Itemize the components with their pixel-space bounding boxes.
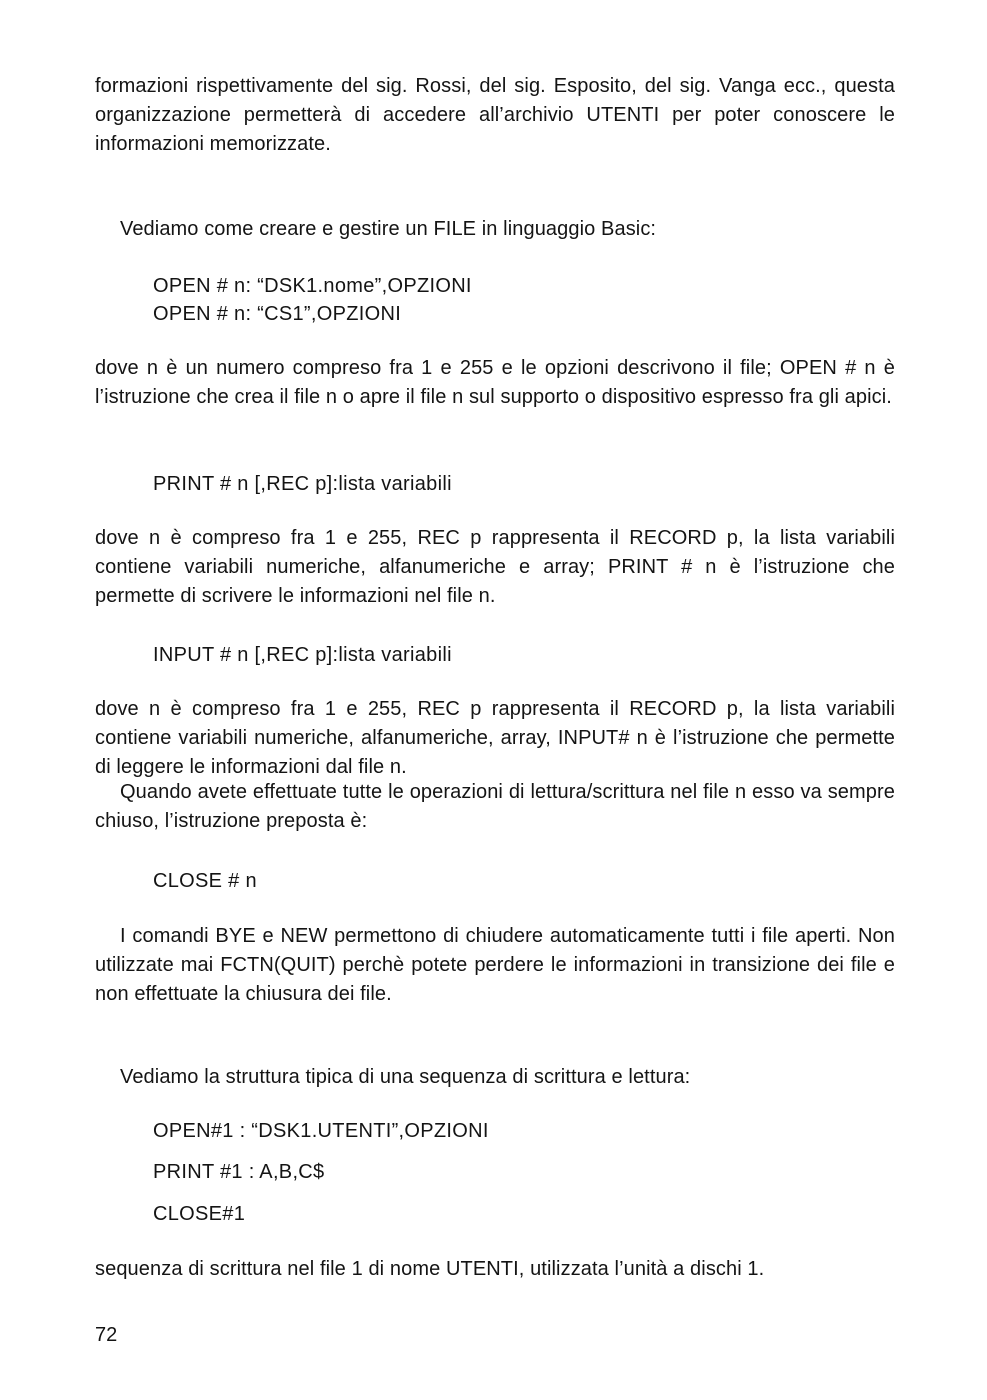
- paragraph-open-explanation: dove n è un numero compreso fra 1 e 255 e le opzioni descrivono il file; OPEN # n è l’istruzione che crea il file n o apre il file n sul supporto o dispositivo espresso fra gli apici.: [95, 357, 895, 408]
- paragraph-bye-new: I comandi BYE e NEW permettono di chiudere automaticamente tutti i file aperti. Non utilizzate mai FCTN(QUIT) perchè potete perdere le informazioni in transizione dei file e non effettuate la chiusura dei file.: [95, 925, 895, 1005]
- paragraph-file-intro: Vediamo come creare e gestire un FILE in linguaggio Basic:: [120, 218, 657, 240]
- paragraph-print-explanation: dove n è compreso fra 1 e 255, REC p rappresenta il RECORD p, la lista variabili contiene variabili numeriche, alfanumeriche e array; PRINT # n è l’istruzione che permette di scrivere le informazioni nel file n.: [95, 527, 895, 607]
- code-example-close: CLOSE#1: [153, 1203, 246, 1225]
- code-input-syntax: INPUT # n [,REC p]:lista variabili: [153, 644, 452, 666]
- paragraph-archive-access: formazioni rispettivamente del sig. Rossi, del sig. Esposito, del sig. Vanga ecc., questa organizzazione permetterà di accedere all’archivio UTENTI per poter conoscere le informazioni memorizzate.: [95, 75, 895, 155]
- code-example-open: OPEN#1 : “DSK1.UTENTI”,OPZIONI: [153, 1120, 489, 1142]
- code-close-syntax: CLOSE # n: [153, 870, 257, 892]
- paragraph-sequence-intro: Vediamo la struttura tipica di una sequenza di scrittura e lettura:: [120, 1066, 691, 1088]
- page-number: 72: [95, 1324, 118, 1346]
- paragraph-close-intro: Quando avete effettuate tutte le operazioni di lettura/scrittura nel file n esso va sempre chiuso, l’istruzione preposta è:: [95, 781, 895, 832]
- paragraph-input-explanation: dove n è compreso fra 1 e 255, REC p rappresenta il RECORD p, la lista variabili contiene variabili numeriche, alfanumeriche, array, INPUT# n è l’istruzione che permette di leggere le informazioni dal file n.: [95, 698, 895, 778]
- code-open-dsk: OPEN # n: “DSK1.nome”,OPZIONI: [153, 275, 472, 297]
- code-open-cs1: OPEN # n: “CS1”,OPZIONI: [153, 303, 402, 325]
- code-example-print: PRINT #1 : A,B,C$: [153, 1161, 325, 1183]
- code-print-syntax: PRINT # n [,REC p]:lista variabili: [153, 473, 452, 495]
- paragraph-sequence-description: sequenza di scrittura nel file 1 di nome UTENTI, utilizzata l’unità a dischi 1.: [95, 1258, 765, 1280]
